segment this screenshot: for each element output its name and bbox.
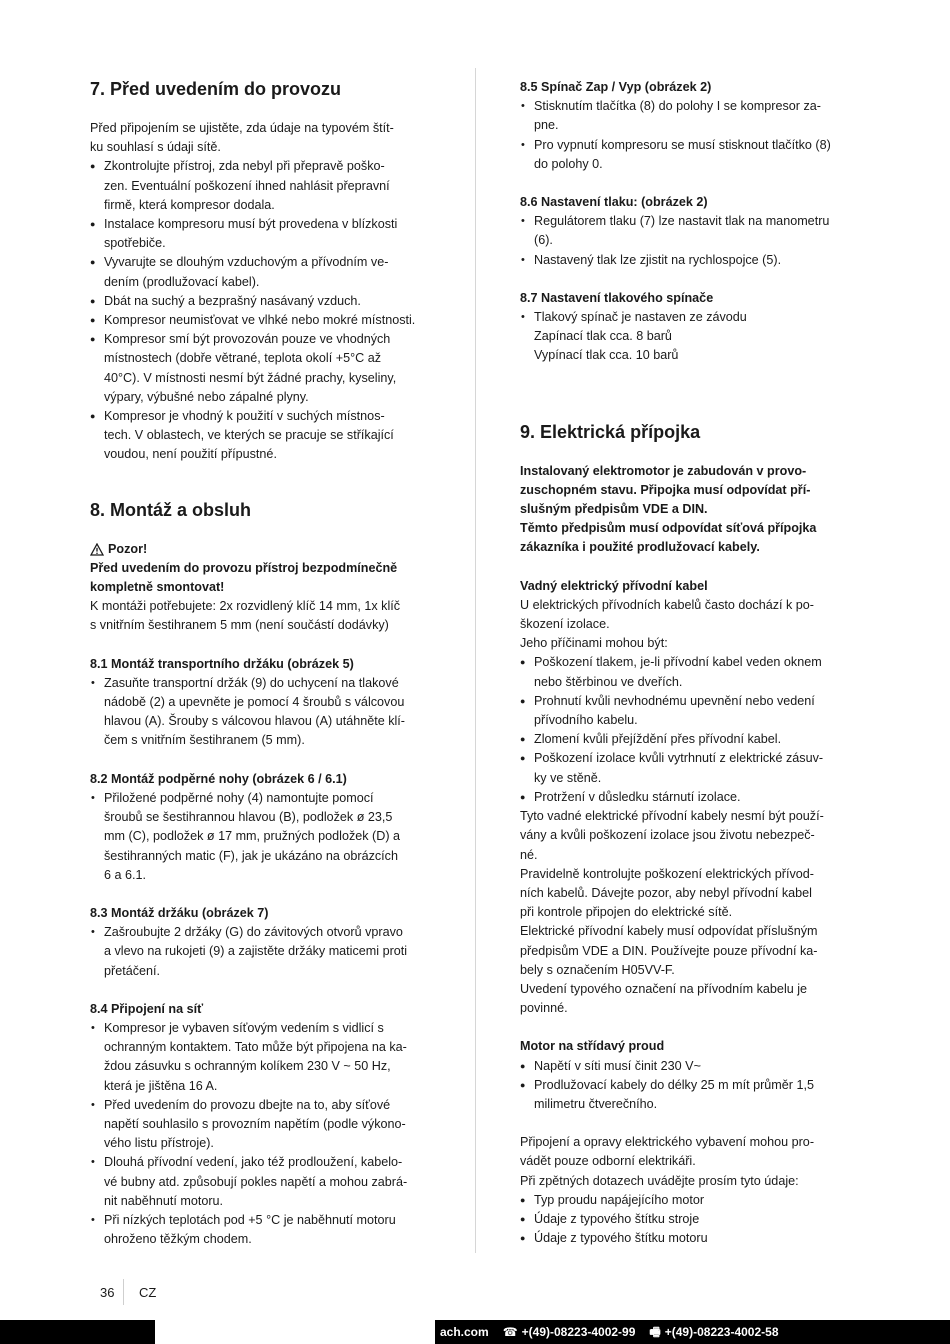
list-item-line: hlavou (A). Šrouby s válcovou hlavou (A) utáhněte klí- bbox=[104, 714, 406, 729]
fax-number: +(49)-08223-4002-58 bbox=[664, 1325, 779, 1339]
list-item-line: napětí souhlasilo s provozním napětím (podle výkono- bbox=[104, 1116, 406, 1131]
list-item-line: Nastavený tlak lze zjistit na rychlospojce (5). bbox=[534, 252, 782, 267]
list-item-line: 6 a 6.1. bbox=[104, 867, 147, 882]
section-7-intro bbox=[90, 119, 430, 157]
list-item-line: milimetru čtverečního. bbox=[534, 1096, 658, 1111]
list-item-line: přetáčení. bbox=[104, 963, 161, 978]
list-item-line: voudou, není použití přípustné. bbox=[104, 447, 277, 462]
text-line: Jeho příčinami mohou být: bbox=[520, 636, 668, 651]
list-item-line: Zlomení kvůli přejíždění přes přívodní kabel. bbox=[534, 732, 782, 747]
text-line: předpisům VDE a DIN. Používejte pouze přívodní ka- bbox=[520, 943, 818, 958]
list-item bbox=[90, 1153, 430, 1211]
list-item-line: 40°C). V místnosti nesmí být žádné prachy, kyseliny, bbox=[104, 370, 397, 385]
text-line: vádět pouze odborní elektrikáři. bbox=[520, 1154, 696, 1169]
list-item-line: (6). bbox=[534, 233, 553, 248]
section-8-4-list bbox=[90, 1019, 430, 1249]
text-line: U elektrických přívodních kabelů často dochází k po- bbox=[520, 597, 814, 612]
list-item-line: ohroženo těžkým chodem. bbox=[104, 1232, 252, 1247]
section-8-7-list bbox=[520, 308, 860, 327]
telephone-icon: ☎ bbox=[502, 1325, 518, 1339]
list-item bbox=[520, 788, 860, 807]
section-8-6-list bbox=[520, 212, 860, 270]
text-line: Elektrické přívodní kabely musí odpovídat příslušným bbox=[520, 924, 818, 939]
warning-heading bbox=[90, 540, 430, 559]
list-item-line: šroubů se šestihrannou hlavou (B), podložek ø 23,5 bbox=[104, 810, 393, 825]
list-item bbox=[90, 292, 430, 311]
text-line: Připojení a opravy elektrického vybavení mohou pro- bbox=[520, 1135, 815, 1150]
list-item bbox=[90, 215, 430, 253]
list-item bbox=[520, 136, 860, 174]
list-item-line: Stisknutím tlačítka (8) do polohy I se kompresor za- bbox=[534, 99, 821, 114]
list-item bbox=[90, 330, 430, 407]
text-line: škození izolace. bbox=[520, 617, 610, 632]
section-8-4-title: 8.4 Připojení na síť bbox=[90, 1001, 204, 1016]
text-line: Vypínací tlak cca. 10 barů bbox=[534, 348, 679, 363]
warning-label: Pozor! bbox=[108, 541, 148, 556]
section-8-3-title: 8.3 Montáž držáku (obrázek 7) bbox=[90, 905, 269, 920]
text-line: vány a kvůli poškození izolace jsou životu nebezpeč- bbox=[520, 828, 815, 843]
section-8-6-title: 8.6 Nastavení tlaku: (obrázek 2) bbox=[520, 195, 708, 210]
list-item bbox=[90, 789, 430, 885]
list-item-line: Zasuňte transportní držák (9) do uchycení na tlakové bbox=[104, 675, 399, 690]
list-item-line: ky ve stěně. bbox=[534, 770, 602, 785]
list-item-line: Údaje z typového štítku stroje bbox=[534, 1211, 700, 1226]
warning-icon bbox=[90, 543, 104, 556]
list-item-line: spotřebiče. bbox=[104, 236, 166, 251]
column-divider bbox=[475, 68, 476, 1253]
fax-icon: 🖷 bbox=[649, 1325, 661, 1339]
list-item-line: Napětí v síti musí činit 230 V~ bbox=[534, 1058, 701, 1073]
list-item-line: Kompresor neumisťovat ve vlhké nebo mokré místnosti. bbox=[104, 313, 416, 328]
text-line: Pravidelně kontrolujte poškození elektrických přívod- bbox=[520, 866, 814, 881]
section-8-2-list bbox=[90, 789, 430, 885]
list-item bbox=[90, 407, 430, 465]
list-item bbox=[520, 1057, 860, 1076]
list-item-line: ždou zásuvku s ochranným kolíkem 230 V ~ 50 Hz, bbox=[104, 1059, 391, 1074]
section-8-5-list bbox=[520, 97, 860, 174]
text-line: zuschopném stavu. Připojka musí odpovídat pří- bbox=[520, 482, 811, 497]
list-item-line: Dbát na suchý a bezprašný nasávaný vzduch. bbox=[104, 293, 361, 308]
text-line: ních kabelů. Dávejte pozor, aby nebyl přívodní kabel bbox=[520, 885, 812, 900]
text-line: Uvedení typového označení na přívodním kabelu je bbox=[520, 981, 808, 996]
website-text: ach.com bbox=[440, 1325, 489, 1339]
list-item-line: Údaje z typového štítku motoru bbox=[534, 1231, 708, 1246]
text-line: Těmto předpisům musí odpovídat síťová přípojka bbox=[520, 521, 817, 536]
list-item-line: vého listu přístroje). bbox=[104, 1136, 214, 1151]
text-line: slušným předpisům VDE a DIN. bbox=[520, 502, 708, 517]
phone-number: +(49)-08223-4002-99 bbox=[521, 1325, 636, 1339]
list-item-line: a vlevo na rukojeti (9) a zajistěte držáky maticemi proti bbox=[104, 944, 408, 959]
list-item bbox=[90, 253, 430, 291]
list-item-line: Instalace kompresoru musí být provedena v blízkosti bbox=[104, 217, 398, 232]
repair-text bbox=[520, 1133, 860, 1191]
section-7-title: 7. Před uvedením do provozu bbox=[90, 79, 342, 99]
list-item-line: Přiložené podpěrné nohy (4) namontujte pomocí bbox=[104, 790, 374, 805]
list-item-line: přívodního kabelu. bbox=[534, 713, 638, 728]
list-item bbox=[520, 97, 860, 135]
list-item bbox=[520, 251, 860, 270]
list-item-line: zen. Eventuální poškození ihned nahlásit přepravní bbox=[104, 178, 390, 193]
list-item bbox=[90, 311, 430, 330]
list-item-line: Před uvedením do provozu dbejte na to, aby síťové bbox=[104, 1097, 391, 1112]
list-item-line: místnostech (dobře větrané, teplota okolí +5°C až bbox=[104, 351, 382, 366]
repair-list bbox=[520, 1191, 860, 1249]
list-item-line: Pro vypnutí kompresoru se musí stisknout tlačítko (8) bbox=[534, 137, 831, 152]
text-line: Při zpětných dotazech uvádějte prosím tyto údaje: bbox=[520, 1173, 799, 1188]
warning-tools-text bbox=[90, 597, 430, 635]
defective-cable-list bbox=[520, 653, 860, 807]
list-item bbox=[90, 1019, 430, 1096]
list-item-line: tech. V oblastech, ve kterých se pracuje se stříkající bbox=[104, 428, 394, 443]
section-8-2-title: 8.2 Montáž podpěrné nohy (obrázek 6 / 6.1) bbox=[90, 771, 347, 786]
list-item-line: Kompresor je vybaven síťovým vedením s vidlicí s bbox=[104, 1020, 384, 1035]
text-line: s vnitřním šestihranem 5 mm (není součástí dodávky) bbox=[90, 618, 389, 633]
list-item-line: Poškození tlakem, je-li přívodní kabel veden oknem bbox=[534, 655, 822, 670]
ac-motor-title: Motor na střídavý proud bbox=[520, 1039, 665, 1054]
text-line: Zapínací tlak cca. 8 barů bbox=[534, 329, 672, 344]
list-item-line: která je jištěna 16 A. bbox=[104, 1078, 218, 1093]
left-column bbox=[90, 78, 430, 1249]
warning-bold-text bbox=[90, 559, 430, 597]
section-9-bold-text bbox=[520, 462, 860, 558]
list-item bbox=[520, 730, 860, 749]
ac-motor-list bbox=[520, 1057, 860, 1115]
section-9-title: 9. Elektrická přípojka bbox=[520, 421, 701, 442]
list-item-line: dením (prodlužovací kabel). bbox=[104, 274, 260, 289]
list-item bbox=[90, 157, 430, 215]
text-line: Tyto vadné elektrické přívodní kabely nesmí být použí- bbox=[520, 809, 824, 824]
text-line: Instalovaný elektromotor je zabudován v provo- bbox=[520, 463, 807, 478]
list-item bbox=[520, 212, 860, 250]
list-item-line: nebo štěrbinou ve dveřích. bbox=[534, 674, 683, 689]
list-item-line: pne. bbox=[534, 118, 559, 133]
list-item bbox=[90, 1211, 430, 1249]
list-item-line: Regulátorem tlaku (7) lze nastavit tlak na manometru bbox=[534, 214, 830, 229]
section-8-title: 8. Montáž a obsluh bbox=[90, 499, 252, 520]
text-line: kompletně smontovat! bbox=[90, 580, 225, 595]
defective-cable-intro bbox=[520, 596, 860, 654]
list-item-line: nádobě (2) a upevněte je pomocí 4 šroubů s válcovou bbox=[104, 695, 405, 710]
list-item-line: Zkontrolujte přístroj, zda nebyl při přepravě poško- bbox=[104, 159, 385, 174]
list-item bbox=[90, 1096, 430, 1154]
list-item-line: vé bubny atd. způsobují pokles napětí a mohou zabrá- bbox=[104, 1174, 408, 1189]
list-item bbox=[90, 674, 430, 751]
list-item bbox=[520, 692, 860, 730]
right-column bbox=[520, 78, 860, 1248]
list-item bbox=[520, 1076, 860, 1114]
list-item-line: ochranným kontaktem. Tato může být připojena na ka- bbox=[104, 1040, 407, 1055]
text-line: bely s označením H05VV-F. bbox=[520, 962, 675, 977]
text-line: při kontrole připojen do elektrické sítě. bbox=[520, 905, 733, 920]
list-item bbox=[520, 1229, 860, 1248]
footer-separator bbox=[123, 1279, 124, 1305]
list-item-line: Kompresor je vhodný k použití v suchých místnos- bbox=[104, 409, 385, 424]
language-code: CZ bbox=[139, 1285, 157, 1300]
list-item-line: šestihranných matic (F), jak je ukázáno na obrázcích bbox=[104, 848, 398, 863]
list-item bbox=[520, 1210, 860, 1229]
section-8-1-list bbox=[90, 674, 430, 751]
list-item-line: Typ proudu napájejícího motor bbox=[534, 1192, 705, 1207]
text-line: ku souhlasí s údaji sítě. bbox=[90, 140, 221, 155]
pressure-values bbox=[520, 327, 860, 365]
list-item bbox=[90, 923, 430, 981]
list-item-line: Zašroubujte 2 držáky (G) do závitových otvorů vpravo bbox=[104, 925, 403, 940]
defective-cable-text bbox=[520, 807, 860, 1018]
list-item-line: Dlouhá přívodní vedení, jako též prodloužení, kabelo- bbox=[104, 1155, 403, 1170]
text-line: Před připojením se ujistěte, zda údaje na typovém štít- bbox=[90, 121, 394, 135]
text-line: né. bbox=[520, 847, 538, 862]
list-item-line: firmě, která kompresor dodala. bbox=[104, 197, 275, 212]
defective-cable-title: Vadný elektrický přívodní kabel bbox=[520, 578, 708, 593]
list-item bbox=[520, 1191, 860, 1210]
section-8-5-title: 8.5 Spínač Zap / Vyp (obrázek 2) bbox=[520, 80, 712, 94]
section-8-7-title: 8.7 Nastavení tlakového spínače bbox=[520, 290, 714, 305]
list-item-line: čem s vnitřním šestihranem (5 mm). bbox=[104, 733, 305, 748]
section-7-list bbox=[90, 157, 430, 464]
list-item-line: Protržení v důsledku stárnutí izolace. bbox=[534, 789, 741, 804]
list-item-line: do polohy 0. bbox=[534, 156, 603, 171]
list-item-line: výpary, výbušné nebo zápalné plyny. bbox=[104, 389, 309, 404]
text-line: K montáži potřebujete: 2x rozvidlený klíč 14 mm, 1x klíč bbox=[90, 599, 401, 614]
list-item-line: Prodlužovací kabely do délky 25 m mít průměr 1,5 bbox=[534, 1077, 814, 1092]
list-item-line: Při nízkých teplotách pod +5 °C je naběhnutí motoru bbox=[104, 1212, 396, 1227]
list-item-line: Kompresor smí být provozován pouze ve vhodných bbox=[104, 332, 391, 347]
list-item-line: Vyvarujte se dlouhým vzduchovým a přívodním ve- bbox=[104, 255, 389, 270]
list-item bbox=[520, 749, 860, 787]
text-line: Před uvedením do provozu přístroj bezpodmínečně bbox=[90, 560, 398, 575]
list-item-line: Prohnutí kvůli nevhodnému upevnění nebo vedení bbox=[534, 693, 815, 708]
text-line: zákazníka i použité prodlužovací kabely. bbox=[520, 540, 760, 555]
list-item-line: Poškození izolace kvůli vytrhnutí z elektrické zásuv- bbox=[534, 751, 824, 766]
list-item-line: mm (C), podložek ø 17 mm, pružných podložek (D) a bbox=[104, 829, 401, 844]
list-item bbox=[520, 653, 860, 691]
list-item: • Tlakový spínač je nastaven ze závodu bbox=[520, 308, 860, 327]
list-item-line: nit naběhnutí motoru. bbox=[104, 1193, 224, 1208]
contact-bar-gap bbox=[155, 1320, 435, 1344]
text-line: povinné. bbox=[520, 1001, 568, 1016]
section-8-1-title: 8.1 Montáž transportního držáku (obrázek 5) bbox=[90, 656, 354, 671]
section-8-3-list bbox=[90, 923, 430, 981]
contact-info bbox=[440, 1323, 783, 1341]
page-number: 36 bbox=[100, 1285, 115, 1300]
